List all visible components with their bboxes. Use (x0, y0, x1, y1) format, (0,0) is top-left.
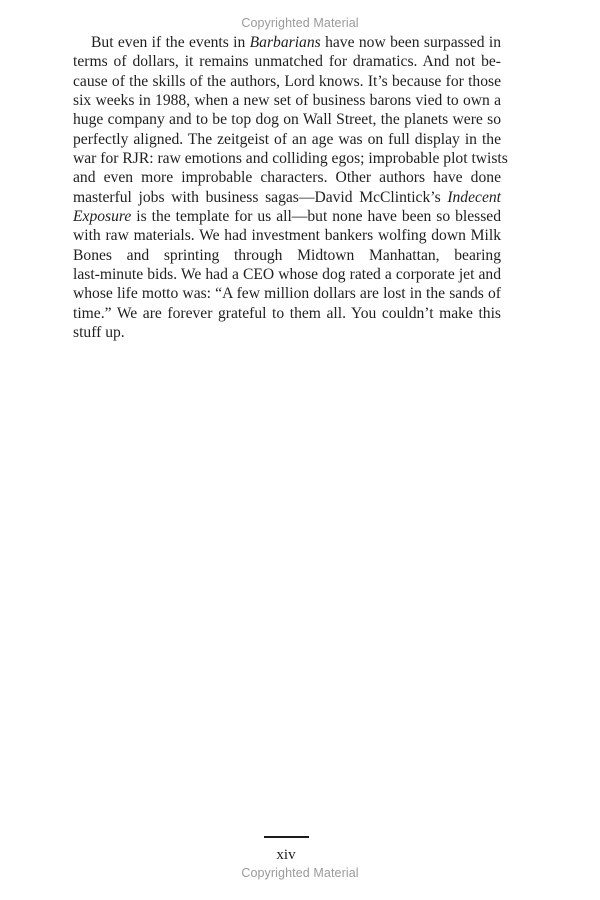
text-line: whose life motto was: “A few million dollars are lost in the sands of (73, 285, 501, 303)
text-line: stuff up. (73, 324, 125, 342)
text-line: time.” We are forever grateful to them all. You couldn’t make this (73, 304, 501, 322)
text-line: masterful jobs with business sagas—David McClintick’s Indecent (73, 188, 501, 206)
text-line: six weeks in 1988, when a new set of business barons vied to own a (73, 92, 501, 110)
italic-title: Indecent (447, 188, 501, 206)
copyright-watermark-top: Copyrighted Material (241, 16, 359, 30)
text-line: and even more improbable characters. Other authors have done (73, 169, 501, 187)
copyright-watermark-bottom: Copyrighted Material (241, 866, 359, 880)
text-line: Exposure is the template for us all—but none have been so blessed (73, 208, 501, 226)
italic-title: Barbarians (249, 34, 321, 51)
text-line: Bones and sprinting through Midtown Manhattan, bearing (73, 246, 501, 264)
body-paragraph (73, 33, 508, 343)
folio-rule (264, 836, 309, 838)
text-line: huge company and to be top dog on Wall Street, the planets were so (73, 111, 501, 129)
text-line: last-minute bids. We had a CEO whose dog rated a corporate jet and (73, 266, 501, 284)
text-line: terms of dollars, it remains unmatched for dramatics. And not be- (73, 53, 501, 71)
page-number: xiv (276, 847, 296, 863)
text-line: cause of the skills of the authors, Lord knows. It’s because for those (73, 72, 501, 90)
text-line: with raw materials. We had investment bankers wolfing down Milk (73, 227, 501, 245)
italic-title: Exposure (73, 208, 132, 226)
text-line: war for RJR: raw emotions and colliding egos; improbable plot twists (73, 150, 508, 168)
text-line: But even if the events in Barbarians have now been surpassed in (91, 34, 501, 51)
text-line: perfectly aligned. The zeitgeist of an age was on full display in the (73, 130, 501, 148)
